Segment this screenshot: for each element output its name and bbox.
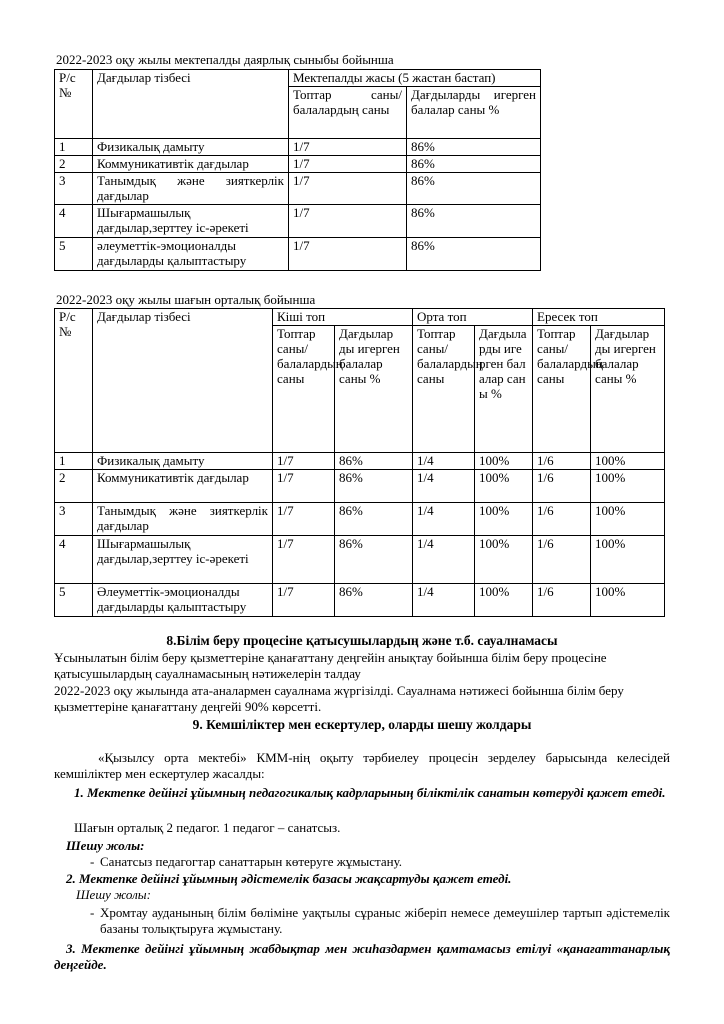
table-row (55, 584, 665, 617)
t1-header-skills: Дағдылар тізбесі (93, 70, 289, 139)
t1-count: 1/7 (289, 173, 407, 205)
t1-num: 5 (55, 238, 93, 271)
t1-header-count: Топтар саны/ балалардың саны (289, 87, 407, 139)
t2-header-group-middle: Орта топ (413, 309, 533, 326)
section8-para1: Ұсынылатын білім беру қызметтеріне қанағаттану деңгейін анықтау бойынша білім беру процесіне қатысушылардың сауалнамасының нәтижелерін талдау (54, 650, 607, 681)
t2-cell: 1/7 (273, 470, 335, 503)
t1-num: 4 (55, 205, 93, 238)
table-row (55, 156, 541, 173)
t2-cell: 1/4 (413, 503, 475, 536)
table-row (55, 205, 541, 238)
t2-header-percent: Дағдылар ды игерген балалар саны % (591, 326, 665, 453)
t2-header-count: Топтар саны/ балалардың саны (413, 326, 475, 453)
list-dash: - (90, 854, 95, 869)
section9-item2: 2. Мектепке дейінгі ұйымның әдістемелік базасы жақсартуды қажет етеді. (66, 871, 512, 886)
t2-cell: 86% (335, 584, 413, 617)
t2-cell: 1/6 (533, 536, 591, 584)
t1-percent: 86% (407, 139, 541, 156)
t2-num: 3 (55, 503, 93, 536)
t1-count: 1/7 (289, 139, 407, 156)
table1 (54, 69, 541, 271)
t2-cell: 100% (475, 503, 533, 536)
t1-count: 1/7 (289, 156, 407, 173)
t1-skill: Шығармашылық дағдылар,зерттеу іс-әрекеті (93, 205, 289, 238)
section9-solution1-label: Шешу жолы: (66, 838, 145, 853)
table1-caption: 2022-2023 оқу жылы мектепалды даярлық сыныбы бойынша (56, 52, 394, 67)
table-row (55, 139, 541, 156)
t2-skill: Әлеуметтік-эмоционалды дағдыларды қалыптастыру (93, 584, 273, 617)
t2-cell: 100% (591, 536, 665, 584)
t2-num: 5 (55, 584, 93, 617)
t2-skill: Коммуникативтік дағдылар (93, 470, 273, 503)
t2-cell: 100% (475, 536, 533, 584)
t2-header-percent: Дағдыларды игерген балалар саны % (475, 326, 533, 453)
t2-header-num: Р/с № (55, 309, 93, 453)
t2-header-group-senior: Ересек топ (533, 309, 665, 326)
t1-count: 1/7 (289, 238, 407, 271)
t2-cell: 1/4 (413, 584, 475, 617)
t2-header-count: Топтар саны/ балалардың саны (273, 326, 335, 453)
section9-item1: 1. Мектепке дейінгі ұйымның педагогикалық кадрларының біліктілік санатын көтеруді қажет етеді. (74, 785, 666, 800)
list-dash: - (90, 905, 95, 920)
t2-num: 1 (55, 453, 93, 470)
section9-intro: «Қызылсу орта мектебі» КММ-нің оқыту тәрбиелеу процесін зерделеу барысында келесідей кемшіліктер мен ескертулер жасалды: (54, 750, 670, 781)
t1-num: 3 (55, 173, 93, 205)
t2-header-percent: Дағдылар ды игерген балалар саны % (335, 326, 413, 453)
t2-cell: 100% (475, 453, 533, 470)
t2-cell: 1/7 (273, 453, 335, 470)
t2-cell: 100% (475, 470, 533, 503)
table-row (55, 470, 665, 503)
section9-solution2: Хромтау ауданының білім бөліміне уақтылы сұраныс жіберіп немесе демеушілер тартып әдістемелік базаны толықтыруға жұмыстану. (100, 905, 670, 936)
t2-cell: 86% (335, 536, 413, 584)
section9-solution2-label: Шешу жолы: (76, 887, 151, 902)
table-row (55, 503, 665, 536)
section8-para2: 2022-2023 оқу жылында ата-аналармен сауалнама жүргізілді. Сауалнама нәтижесі бойынша білім беру қызметтеріне қанағаттану деңгейі 90% көрсетті. (54, 683, 624, 714)
section9-item3: 3. Мектепке дейінгі ұйымның жабдықтар мен жиһаздармен қамтамасыз етілуі «қанағаттанарлық деңгейде. (54, 941, 670, 972)
t2-cell: 1/7 (273, 503, 335, 536)
section9-heading: 9. Кемшіліктер мен ескертулер, оларды шешу жолдары (192, 717, 532, 732)
t1-header-percent: Дағдыларды игерген балалар саны % (407, 87, 541, 139)
t1-header-group: Мектепалды жасы (5 жастан бастап) (289, 70, 541, 87)
table-row (55, 238, 541, 271)
t1-skill: Танымдық және зияткерлік дағдылар (93, 173, 289, 205)
t2-cell: 1/6 (533, 503, 591, 536)
t2-skill: Шығармашылық дағдылар,зерттеу іс-әрекеті (93, 536, 273, 584)
t1-percent: 86% (407, 205, 541, 238)
t2-skill: Танымдық және зияткерлік дағдылар (93, 503, 273, 536)
t2-cell: 1/6 (533, 470, 591, 503)
table-row (55, 173, 541, 205)
t1-percent: 86% (407, 173, 541, 205)
t2-skill: Физикалық дамыту (93, 453, 273, 470)
t2-cell: 86% (335, 503, 413, 536)
t2-cell: 100% (475, 584, 533, 617)
t1-percent: 86% (407, 238, 541, 271)
t2-cell: 1/4 (413, 470, 475, 503)
t2-num: 4 (55, 536, 93, 584)
t2-cell: 100% (591, 584, 665, 617)
t2-cell: 86% (335, 453, 413, 470)
table-row (55, 453, 665, 470)
table2-caption: 2022-2023 оқу жылы шағын орталық бойынша (56, 292, 316, 307)
t2-cell: 100% (591, 453, 665, 470)
t1-percent: 86% (407, 156, 541, 173)
t2-header-group-junior: Кіші топ (273, 309, 413, 326)
t1-skill: Коммуникативтік дағдылар (93, 156, 289, 173)
t2-header-skills: Дағдылар тізбесі (93, 309, 273, 453)
t2-cell: 1/4 (413, 453, 475, 470)
t2-cell: 100% (591, 470, 665, 503)
t1-header-num: Р/с № (55, 70, 93, 139)
t1-num: 2 (55, 156, 93, 173)
t1-num: 1 (55, 139, 93, 156)
section9-item1-note: Шағын орталық 2 педагог. 1 педагог – санатсыз. (74, 820, 341, 835)
t1-count: 1/7 (289, 205, 407, 238)
t1-skill: әлеуметтік-эмоционалды дағдыларды қалыптастыру (93, 238, 289, 271)
table2 (54, 308, 665, 617)
t2-num: 2 (55, 470, 93, 503)
t2-cell: 1/4 (413, 536, 475, 584)
t1-skill: Физикалық дамыту (93, 139, 289, 156)
section9-solution1: Санатсыз педагогтар санаттарын көтеруге жұмыстану. (100, 854, 403, 869)
t2-cell: 1/6 (533, 584, 591, 617)
table-row (55, 536, 665, 584)
t2-cell: 86% (335, 470, 413, 503)
t2-cell: 1/6 (533, 453, 591, 470)
t2-cell: 1/7 (273, 536, 335, 584)
t2-cell: 1/7 (273, 584, 335, 617)
section8-heading: 8.Білім беру процесіне қатысушылардың және т.б. сауалнамасы (166, 633, 558, 648)
t2-header-count: Топтар саны/ балалардың саны (533, 326, 591, 453)
t2-cell: 100% (591, 503, 665, 536)
